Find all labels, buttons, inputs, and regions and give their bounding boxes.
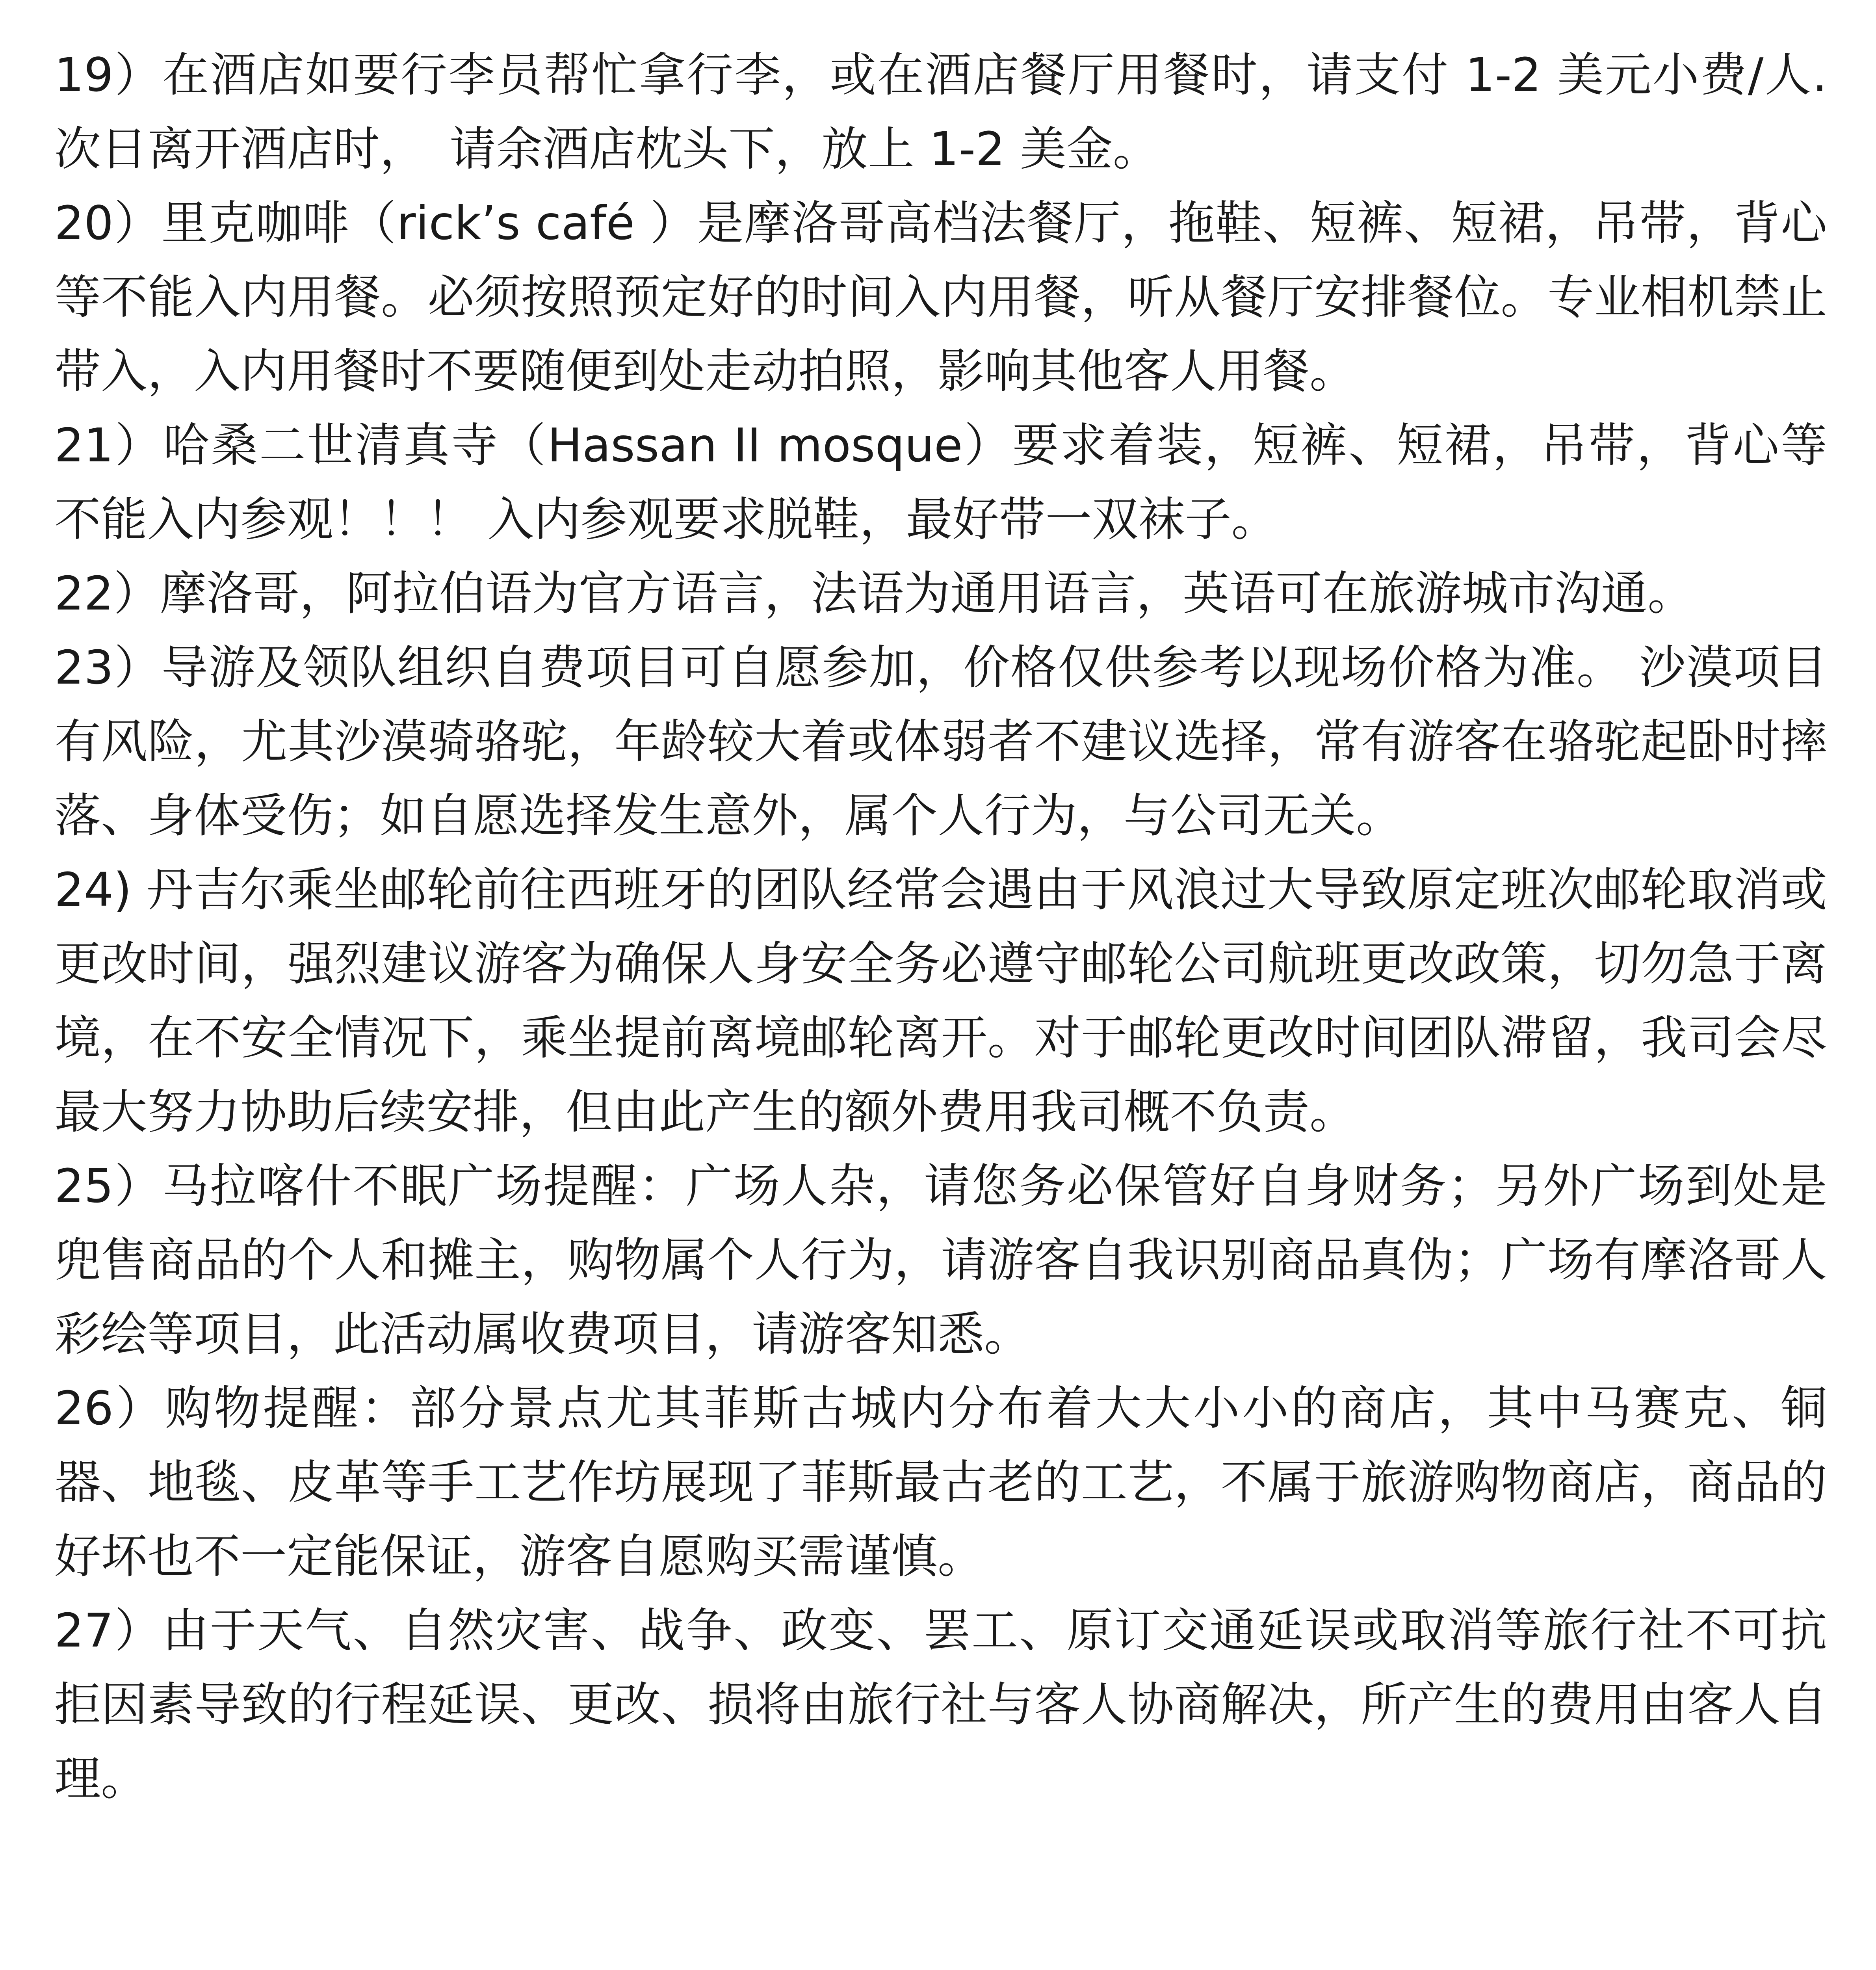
note-item-22: 22）摩洛哥，阿拉伯语为官方语言，法语为通用语言，英语可在旅游城市沟通。 bbox=[54, 566, 1694, 621]
note-item-23: 23）导游及领队组织自费项目可自愿参加，价格仅供参考以现场价格为准。 沙漠项目有风险，尤其沙漠骑骆驼，年龄较大着或体弱者不建议选择，常有游客在骆驼起卧时摔落、身体受伤；如自愿选择发生意外，属个人行为，与公司无关。 bbox=[54, 640, 1827, 843]
note-item-26: 26）购物提醒：部分景点尤其菲斯古城内分布着大大小小的商店，其中马赛克、铜器、地毯、皮革等手工艺作坊展现了菲斯最古老的工艺，不属于旅游购物商店，商品的好坏也不一定能保证，游客自愿购买需谨慎。 bbox=[54, 1381, 1827, 1583]
note-item-21: 21）哈桑二世清真寺（Hassan II mosque）要求着装，短裤、短裙，吊带，背心等不能入内参观！！！ 入内参观要求脱鞋，最好带一双袜子。 bbox=[54, 418, 1827, 546]
note-item-25: 25）马拉喀什不眠广场提醒：广场人杂，请您务必保管好自身财务；另外广场到处是兜售商品的个人和摊主，购物属个人行为，请游客自我识别商品真伪；广场有摩洛哥人彩绘等项目，此活动属收费项目，请游客知悉。 bbox=[54, 1159, 1827, 1361]
note-item-20: 20）里克咖啡（rick’s café ）是摩洛哥高档法餐厅，拖鞋、短裤、短裙，吊带，背心等不能入内用餐。必须按照预定好的时间入内用餐，听从餐厅安排餐位。专业相机禁止带入，入内用餐时不要随便到处走动拍照，影响其他客人用餐。 bbox=[54, 196, 1827, 398]
travel-notes-list bbox=[54, 38, 1827, 1816]
note-item-19: 19）在酒店如要行李员帮忙拿行李，或在酒店餐厅用餐时，请支付 1-2 美元小费/人.次日离开酒店时， 请余酒店枕头下，放上 1-2 美金。 bbox=[54, 48, 1827, 176]
note-item-24: 24) 丹吉尔乘坐邮轮前往西班牙的团队经常会遇由于风浪过大导致原定班次邮轮取消或更改时间，强烈建议游客为确保人身安全务必遵守邮轮公司航班更改政策，切勿急于离境，在不安全情况下，乘坐提前离境邮轮离开。对于邮轮更改时间团队滞留，我司会尽最大努力协助后续安排，但由此产生的额外费用我司概不负责。 bbox=[54, 862, 1827, 1139]
note-item-27: 27）由于天气、自然灾害、战争、政变、罢工、原订交通延误或取消等旅行社不可抗拒因素导致的行程延误、更改、损将由旅行社与客人协商解决，所产生的费用由客人自理。 bbox=[54, 1603, 1827, 1806]
